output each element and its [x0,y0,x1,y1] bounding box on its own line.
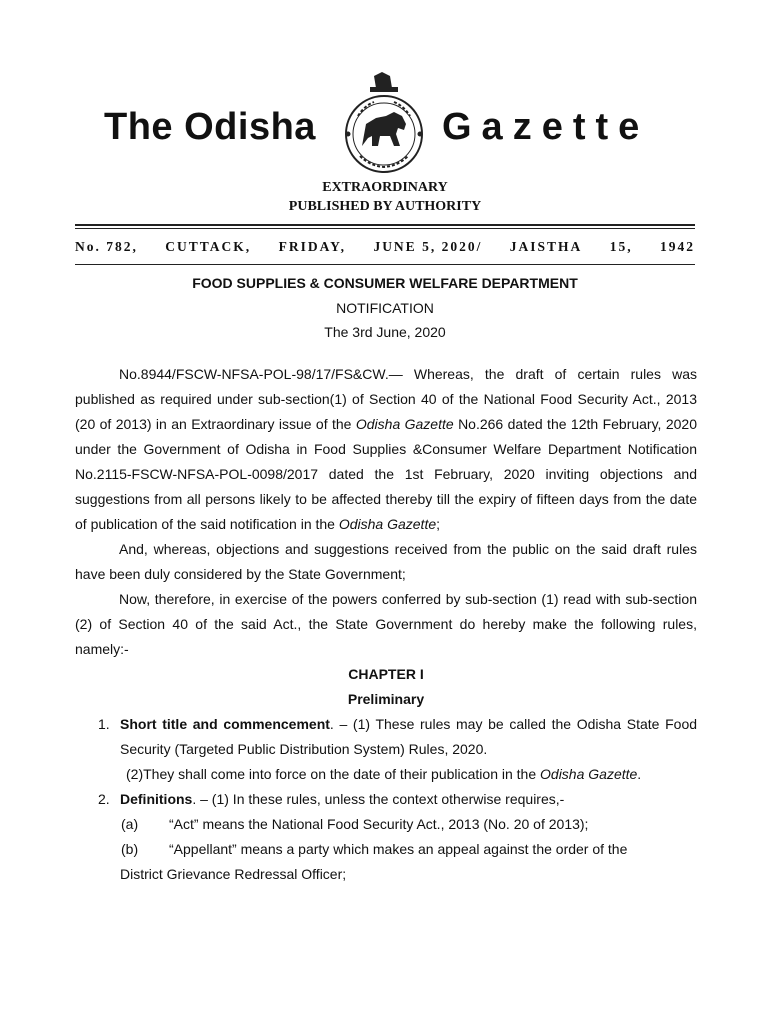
rule-1 [75,712,697,762]
subrule-gazette-ref: Odisha Gazette [540,766,638,782]
definition-a-key: (a) [121,816,139,832]
preamble-text-3: ; [436,516,441,532]
issue-date: JUNE 5, 2020/ [373,239,483,254]
subrule-text-1: (2)They shall come into force on the date of their publication in the [126,766,541,782]
rule-1-text: . – (1) These rules may be called the Odisha State Food Security (Targeted Public Distribution System) Rules, 2020. [120,716,698,757]
issue-saka-month: JAISTHA [509,239,583,254]
issue-saka-day: 15, [609,239,633,254]
paragraph-preamble [75,362,697,537]
definition-a [75,812,697,837]
extraordinary-label: EXTRAORDINARY [322,180,448,195]
top-divider-thin [75,228,695,229]
preamble-gazette-ref-1: Odisha Gazette [355,416,454,432]
paragraph-now-therefore: Now, therefore, in exercise of the powers conferred by sub-section (1) read with sub-section (2) of Section 40 of the said Act., the State Government do hereby make the following rules, namely:- [75,591,697,657]
published-by-authority-label: PUBLISHED BY AUTHORITY [288,199,482,214]
preamble-gazette-ref-2: Odisha Gazette [338,516,437,532]
notification-date: The 3rd June, 2020 [324,324,446,340]
rule-1-number: 1. [98,716,110,732]
chapter-title: Preliminary [347,691,425,707]
definition-b [75,837,697,862]
preamble-text-2: No.266 dated the 12th February, 2020 under the Government of Odisha in Food Supplies &Consumer Welfare Department Notification No.2115-FSCW-NFSA-POL-0098/2017 dated the 1st February, 2020 inviting objections and suggestions from all persons likely to be affected thereby till the expiry of fifteen days from the date of publication of the said notification in the [75,416,697,532]
top-divider [75,224,695,226]
issue-place: CUTTACK, [165,239,252,254]
issue-number: No. 782, [75,239,138,254]
masthead-title-right: Gazette [442,106,650,148]
bottom-divider [75,264,695,265]
state-emblem-icon [332,72,436,176]
notification-body [75,362,697,887]
masthead-title-left: The Odisha [104,106,316,148]
rule-1-subrule-2 [75,762,697,787]
rule-1-heading: Short title and commencement [120,716,330,732]
rule-2-heading: Definitions [120,791,193,807]
department-heading: FOOD SUPPLIES & CONSUMER WELFARE DEPARTMENT [192,275,578,291]
issue-line [75,239,695,255]
rule-2 [75,787,697,812]
definition-b-text: “Appellant” means a party which makes an appeal against the order of the [169,841,628,857]
definition-b-continued: District Grievance Redressal Officer; [120,866,347,882]
chapter-heading: CHAPTER I [348,666,424,682]
definition-b-key: (b) [121,841,139,857]
issue-saka-year: 1942 [659,239,695,254]
rule-2-text: . – (1) In these rules, unless the context otherwise requires,- [192,791,565,807]
preamble-text-1: No.8944/FSCW-NFSA-POL-98/17/FS&CW.— Whereas, the draft of certain rules was published as required under sub-section(1) of Section 40 of the National Food Security Act., 2013 (20 of 2013) in an Extraordinary issue of the [75,366,697,432]
notification-label: NOTIFICATION [336,300,434,316]
paragraph-whereas: And, whereas, objections and suggestions received from the public on the said draft rules have been duly considered by the State Government; [75,541,697,582]
rule-2-number: 2. [98,791,110,807]
issue-day: FRIDAY, [278,239,347,254]
definition-a-text: “Act” means the National Food Security Act., 2013 (No. 20 of 2013); [169,816,589,832]
subrule-text-2: . [637,766,642,782]
